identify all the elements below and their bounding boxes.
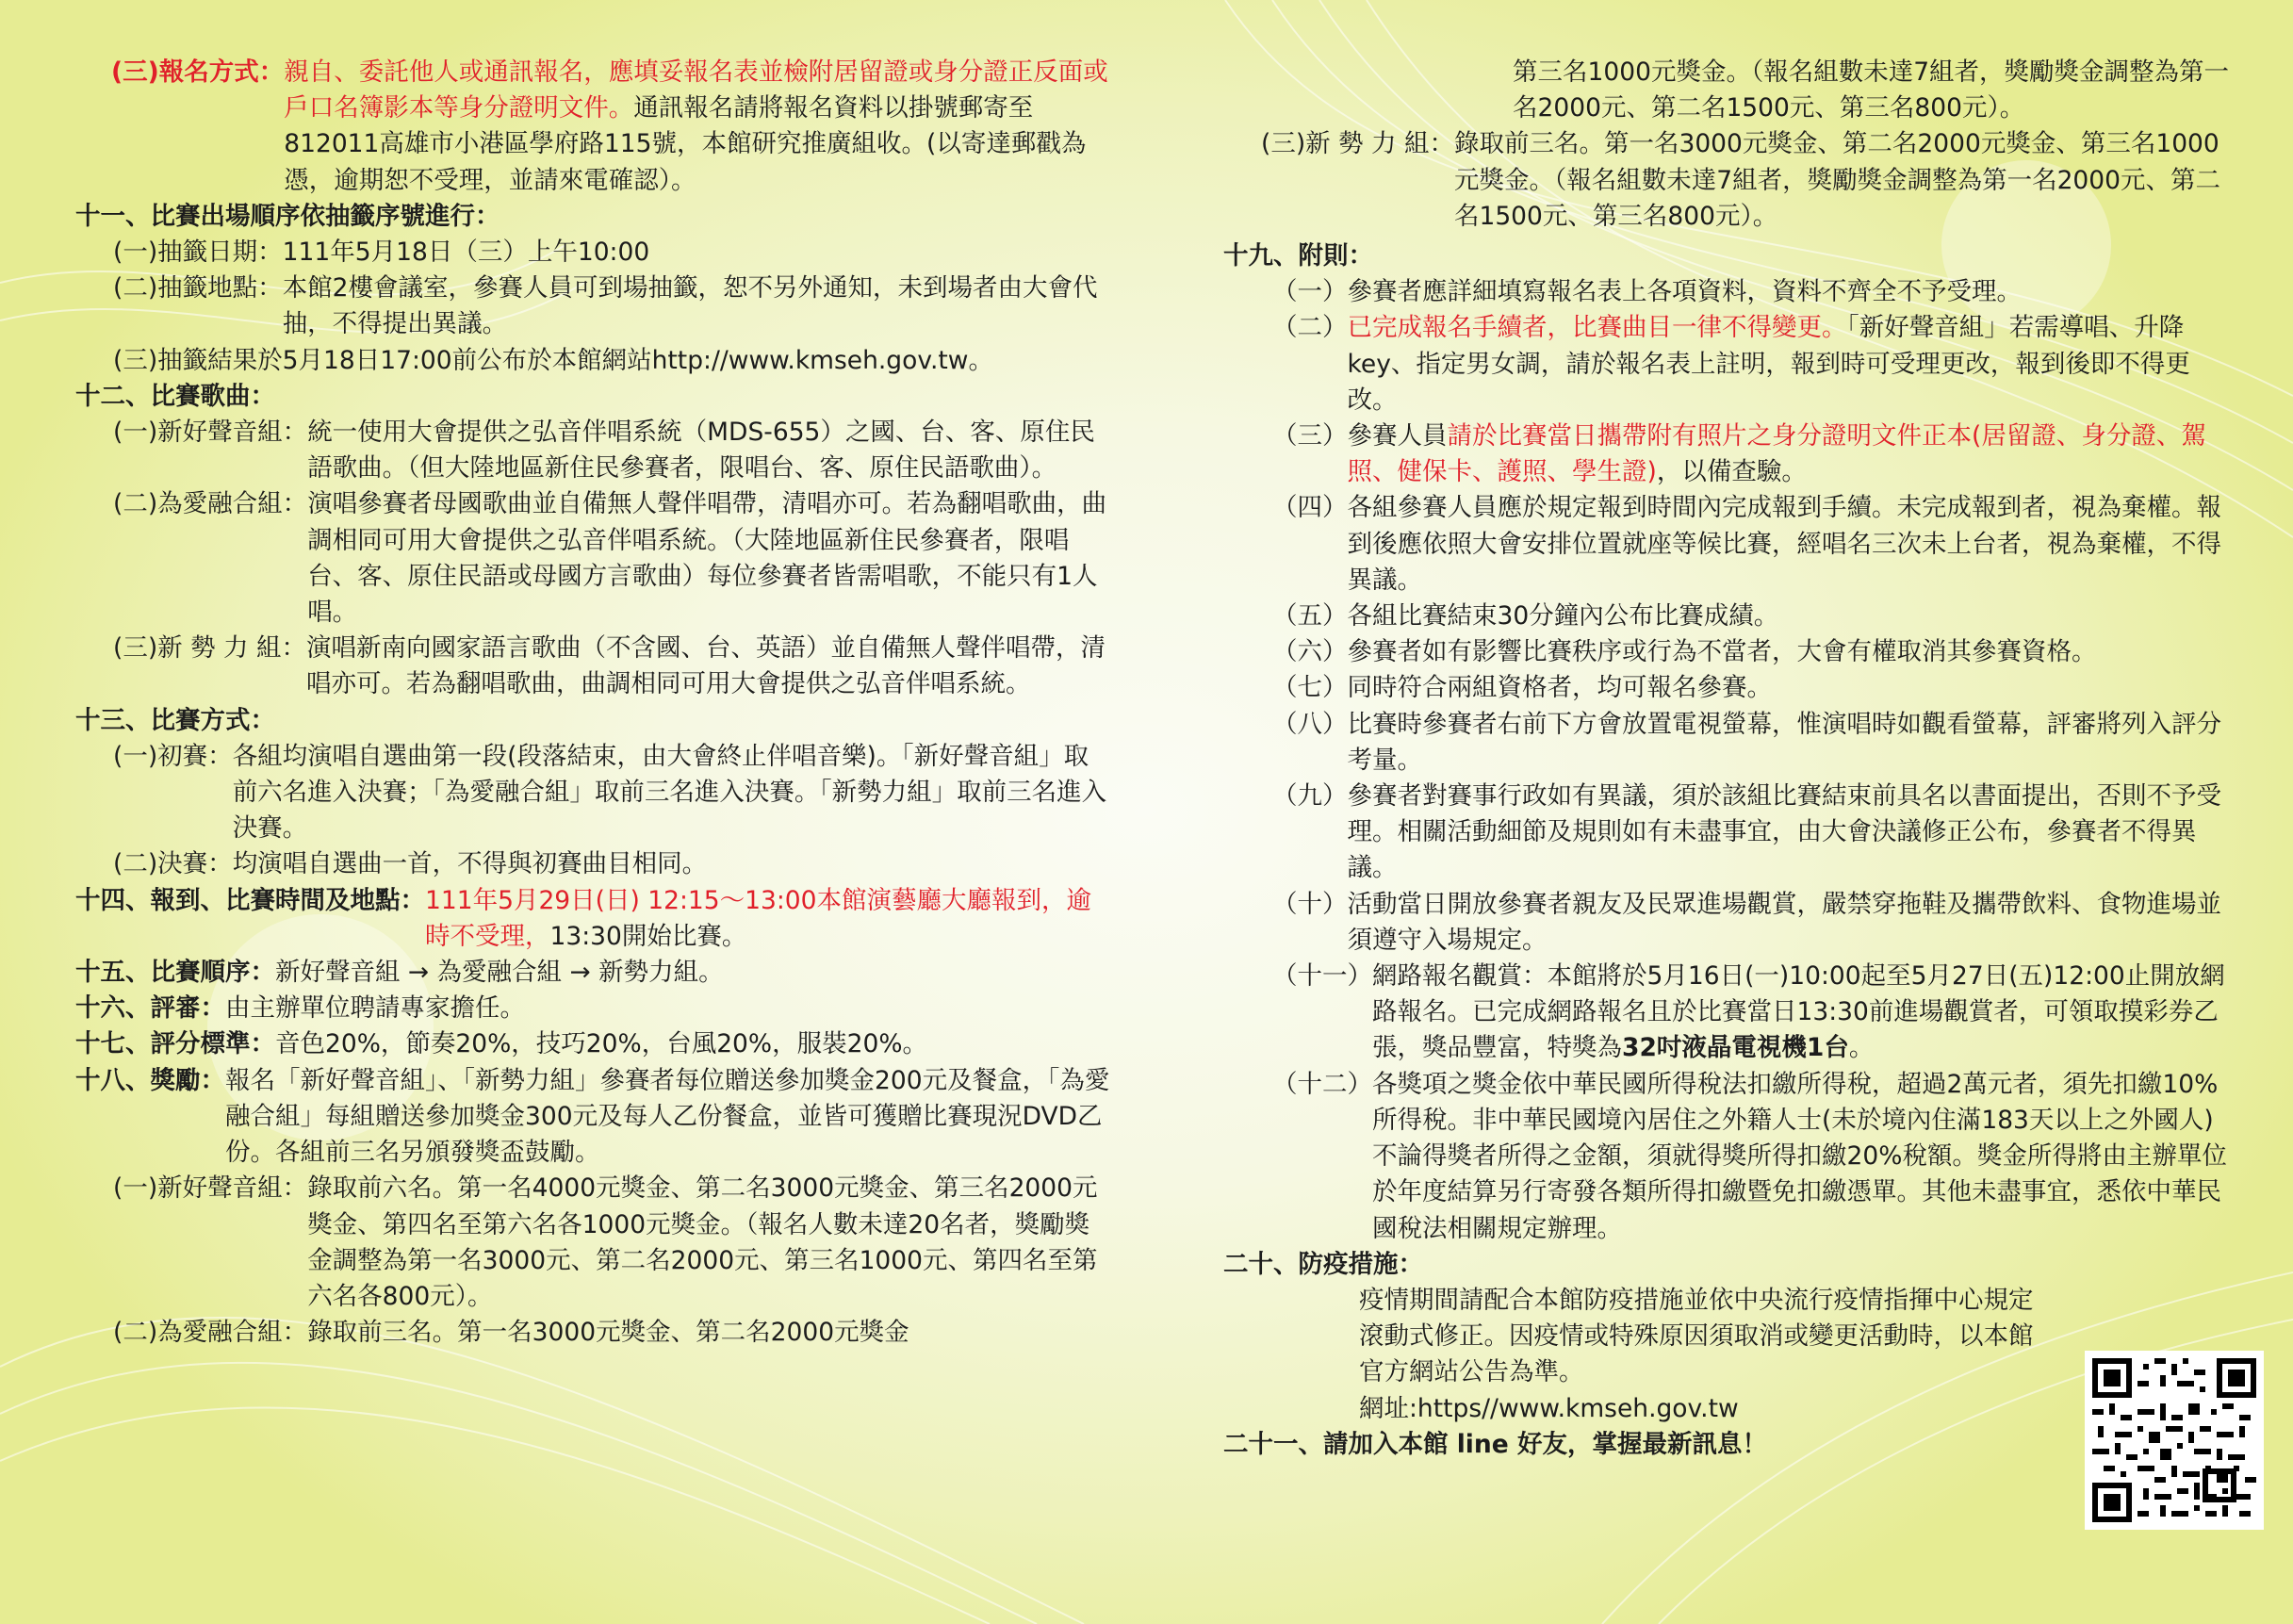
rule-label: （五） bbox=[1272, 601, 1348, 632]
section-15 bbox=[75, 955, 1112, 991]
section-15-label: 十五、比賽順序： bbox=[75, 958, 275, 988]
competition-method-item bbox=[75, 739, 1112, 847]
rule-label: （六） bbox=[1272, 637, 1348, 667]
qr-code-icon[interactable] bbox=[2085, 1351, 2264, 1530]
registration-method-red-text: 親自、委託他人或通訊報名，應填妥報名表並檢附居留證或身分證正反面或戶口名簿影本等身分證明文件。 bbox=[284, 57, 1108, 123]
competition-method-text: 各組均演唱自選曲第一段(段落結束，由大會終止伴唱音樂)。「新好聲音組」取前六名進入決賽；「為愛融合組」取前三名進入決賽。「新勢力組」取前三名進入決賽。 bbox=[232, 741, 1107, 844]
rule-label: （十一） bbox=[1272, 961, 1372, 992]
song-rule-label: (一)新好聲音組： bbox=[113, 418, 308, 448]
song-rule-label: (三)新 勢 力 組： bbox=[113, 633, 306, 664]
rule-item bbox=[1223, 274, 2234, 310]
section-13-title: 十三、比賽方式： bbox=[75, 705, 275, 735]
section-17-label: 十七、評分標準： bbox=[75, 1029, 275, 1059]
song-rule-text: 演唱參賽者母國歌曲並自備無人聲伴唱帶，清唱亦可。若為翻唱歌曲，曲調相同可用大會提供之弘音伴唱系統。（大陸地區新住民參賽者，限唱台、客、原住民語或母國方言歌曲）每位參賽者皆需唱歌，不能只有1人唱。 bbox=[307, 489, 1107, 628]
rule-label: （四） bbox=[1272, 493, 1348, 523]
rule-item bbox=[1223, 418, 2234, 490]
rule-red-text: 已完成報名手續者，比賽曲目一律不得變更。 bbox=[1347, 313, 1847, 343]
rule-text: 同時符合兩組資格者，均可報名參賽。 bbox=[1347, 673, 1772, 703]
registration-method-text: 通訊報名請將報名資料以掛號郵寄至812011高雄市小港區學府路115號，本館研究推廣組收。(以寄達郵戳為憑，逾期恕不受理，並請來電確認）。 bbox=[284, 93, 1087, 195]
award-item bbox=[75, 1315, 1112, 1351]
rule-text: 各獎項之獎金依中華民國所得稅法扣繳所得稅，超過2萬元者，須先扣繳10%所得稅。非中華民國境內居住之外籍人士(未於境內住滿183天以上之外國人)不論得獎者所得之金額，須就得獎所得扣繳20%稅額。獎金所得將由主辦單位於年度結算另行寄發各類所得扣繳暨免扣繳憑單。其他未盡事宜，悉依中華民國稅法相關規定辦理。 bbox=[1372, 1069, 2227, 1243]
rule-item bbox=[1223, 490, 2234, 599]
rule-text: 「新好聲音組」若需導唱、升降key、指定男女調，請於報名表上註明，報到時可受理更改，報到後即不得更改。 bbox=[1347, 313, 2190, 415]
rule-label: （七） bbox=[1272, 673, 1348, 703]
section-12-title: 十二、比賽歌曲： bbox=[75, 381, 275, 411]
competition-method-text: 均演唱自選曲一首，不得與初賽曲目相同。 bbox=[232, 849, 708, 879]
rule-text: ，以備查驗。 bbox=[1656, 457, 1807, 487]
rule-text: 各組比賽結束30分鐘內公布比賽成績。 bbox=[1347, 601, 1779, 632]
draw-place-text: 本館2樓會議室，參賽人員可到場抽籤，恕不另外通知，未到場者由大會代抽，不得提出異議。 bbox=[282, 273, 1098, 339]
section-20-title: 二十、防疫措施： bbox=[1223, 1249, 1423, 1279]
song-rule-label: (二)為愛融合組： bbox=[113, 489, 308, 519]
award-continuation: 第三名1000元獎金。（報名組數未達7組者，獎勵獎金調整為第一名2000元、第二名1500元、第三名800元）。 bbox=[1513, 57, 2230, 123]
grand-prize-text: 32吋液晶電視機1台 bbox=[1622, 1033, 1849, 1063]
epidemic-text: 疫情期間請配合本館防疫措施並依中央流行疫情指揮中心規定滾動式修正。因疫情或特殊原因須取消或變更活動時，以本館官方網站公告為準。 bbox=[1359, 1285, 2034, 1387]
song-rule-item bbox=[75, 415, 1112, 486]
song-rule-text: 演唱新南向國家語言歌曲（不含國、台、英語）並自備無人聲伴唱帶，清唱亦可。若為翻唱歌曲，曲調相同可用大會提供之弘音伴唱系統。 bbox=[305, 633, 1106, 699]
rule-item bbox=[1223, 634, 2234, 670]
section-14-red-text: 111年5月29日(日) 12:15～13:00本館演藝廳大廳報到，逾時不受理， bbox=[425, 885, 1091, 951]
section-11-title: 十一、比賽出場順序依抽籤序號進行： bbox=[75, 201, 500, 231]
rule-item bbox=[1223, 599, 2234, 634]
rule-label: （三） bbox=[1272, 421, 1348, 451]
award-item bbox=[75, 1171, 1112, 1315]
rule-label: （九） bbox=[1272, 781, 1348, 812]
song-rule-item bbox=[75, 486, 1112, 631]
section-16-label: 十六、評審： bbox=[75, 993, 225, 1024]
section-17-text: 音色20%，節奏20%，技巧20%，台風20%，服裝20%。 bbox=[275, 1029, 928, 1059]
draw-place-label: (二)抽籤地點： bbox=[113, 273, 283, 303]
rule-text: 網路報名觀賞：本館將於5月16日(一)10:00起至5月27日(五)12:00止開放網路報名。已完成網路報名且於比賽當日13:30前進場觀賞者，可領取摸彩券乙張，獎品豐富，特獎為 bbox=[1372, 961, 2225, 1063]
rule-text: 參賽人員 bbox=[1347, 421, 1448, 451]
section-19-title: 十九、附則： bbox=[1223, 241, 1373, 271]
registration-method bbox=[75, 55, 1112, 199]
draw-date: (一)抽籤日期：111年5月18日（三）上午10:00 bbox=[113, 238, 650, 268]
rule-text: 參賽者應詳細填寫報名表上各項資料，資料不齊全不予受理。 bbox=[1347, 277, 2022, 307]
registration-method-label: (三)報名方式： bbox=[111, 57, 285, 87]
rule-label: （八） bbox=[1272, 709, 1348, 739]
rule-red-text: 請於比賽當日攜帶附有照片之身分證明文件正本(居留證、身分證、駕照、健保卡、護照、學生證) bbox=[1347, 421, 2206, 487]
award-label: (二)為愛融合組： bbox=[113, 1318, 308, 1348]
award-label: (三)新 勢 力 組： bbox=[1261, 129, 1454, 159]
rule-text-end: 。 bbox=[1848, 1033, 1875, 1063]
draw-place bbox=[75, 271, 1112, 342]
section-14-label: 十四、報到、比賽時間及地點： bbox=[75, 885, 425, 915]
award-text: 錄取前六名。第一名4000元獎金、第二名3000元獎金、第三名2000元獎金、第四名至第六名各1000元獎金。（報名人數未達20名者，獎勵獎金調整為第一名3000元、第二名2000元、第三名1000元、第四名至第六名各800元）。 bbox=[307, 1173, 1098, 1311]
right-column bbox=[1223, 55, 2234, 1463]
section-17 bbox=[75, 1026, 1112, 1062]
rule-item bbox=[1223, 779, 2234, 887]
rule-text: 各組參賽人員應於規定報到時間內完成報到手續。未完成報到者，視為棄權。報到後應依照大會安排位置就座等候比賽，經唱名三次未上台者，視為棄權，不得異議。 bbox=[1347, 493, 2221, 595]
rule-label: （二） bbox=[1272, 313, 1348, 343]
left-column bbox=[75, 55, 1112, 1351]
rule-item bbox=[1223, 959, 2234, 1067]
rule-item bbox=[1223, 707, 2234, 779]
rule-text: 比賽時參賽者右前下方會放置電視螢幕，惟演唱時如觀看螢幕，評審將列入評分考量。 bbox=[1347, 709, 2221, 775]
award-text: 錄取前三名。第一名3000元獎金、第二名2000元獎金、第三名1000元獎金。（報名組數未達7組者，獎勵獎金調整為第一名2000元、第二名1500元、第三名800元）。 bbox=[1453, 129, 2221, 231]
website-url[interactable]: 網址:https//www.kmseh.gov.tw bbox=[1359, 1393, 1739, 1423]
award-label: (一)新好聲音組： bbox=[113, 1173, 308, 1204]
competition-method-label: (一)初賽： bbox=[113, 741, 233, 771]
award-text: 錄取前三名。第一名3000元獎金、第二名2000元獎金 bbox=[307, 1318, 909, 1348]
section-16-text: 由主辦單位聘請專家擔任。 bbox=[225, 993, 525, 1024]
section-14 bbox=[75, 883, 1112, 955]
rule-item bbox=[1223, 1067, 2234, 1247]
section-18 bbox=[75, 1063, 1112, 1172]
rule-text: 參賽者對賽事行政如有異議，須於該組比賽結束前具名以書面提出，否則不予受理。相關活動細節及規則如有未盡事宜，由大會決議修正公布，參賽者不得異議。 bbox=[1347, 781, 2221, 883]
rule-item bbox=[1223, 670, 2234, 706]
competition-method-item bbox=[75, 846, 1112, 882]
section-18-text: 報名「新好聲音組」、「新勢力組」參賽者每位贈送參加獎金200元及餐盒，「為愛融合組」每組贈送參加獎金300元及每人乙份餐盒，並皆可獲贈比賽現況DVD乙份。各組前三名另頒發獎盃鼓勵。 bbox=[225, 1065, 1110, 1168]
section-18-label: 十八、獎勵： bbox=[75, 1065, 225, 1095]
section-21-title: 二十一、請加入本館 line 好友，掌握最新訊息！ bbox=[1223, 1429, 1767, 1459]
rule-text: 活動當日開放參賽者親友及民眾進場觀賞，嚴禁穿拖鞋及攜帶飲料、食物進場並須遵守入場規定。 bbox=[1347, 889, 2221, 955]
section-16 bbox=[75, 991, 1112, 1026]
competition-method-label: (二)決賽： bbox=[113, 849, 233, 879]
rule-item bbox=[1223, 887, 2234, 959]
rule-label: （一） bbox=[1272, 277, 1348, 307]
section-14-text: 13:30開始比賽。 bbox=[549, 921, 747, 951]
rule-label: （十二） bbox=[1272, 1069, 1372, 1099]
award-item bbox=[1223, 126, 2234, 235]
song-rule-item bbox=[75, 631, 1112, 702]
rule-text: 參賽者如有影響比賽秩序或行為不當者，大會有權取消其參賽資格。 bbox=[1347, 637, 2097, 667]
song-rule-text: 統一使用大會提供之弘音伴唱系統（MDS-655）之國、台、客、原住民語歌曲。（但大陸地區新住民參賽者，限唱台、客、原住民語歌曲）。 bbox=[307, 418, 1095, 484]
rule-item bbox=[1223, 310, 2234, 418]
rule-label: （十） bbox=[1272, 889, 1348, 919]
draw-result: (三)抽籤結果於5月18日17:00前公布於本館網站http://www.kmseh.gov.tw。 bbox=[113, 345, 993, 375]
section-15-text: 新好聲音組 → 為愛融合組 → 新勢力組。 bbox=[275, 958, 724, 988]
